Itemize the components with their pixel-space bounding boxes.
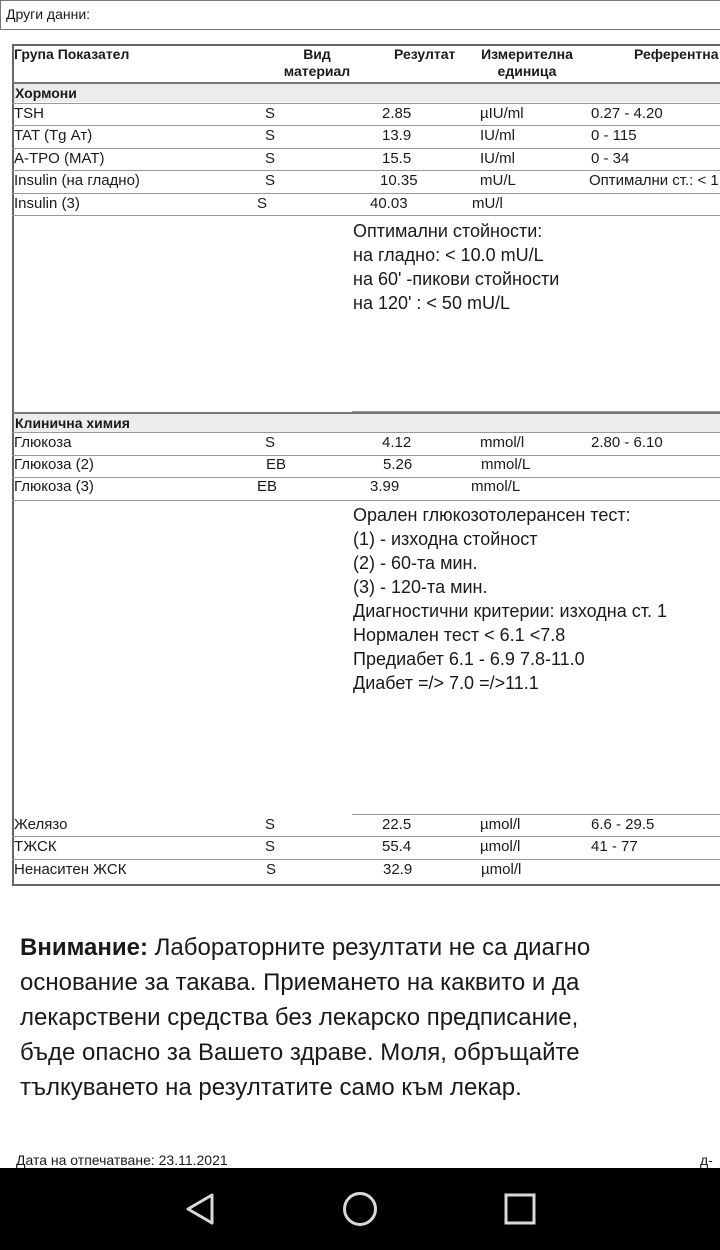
note-line: Диабет =/> 7.0 =/>11.1: [353, 673, 539, 693]
print-date: Дата на отпечатване: 23.11.2021: [16, 1152, 228, 1168]
row-result: 2.85: [382, 105, 412, 122]
back-icon[interactable]: [184, 1192, 216, 1226]
header-unit-line2: единица: [497, 63, 557, 79]
section-clinical-chemistry: [14, 414, 720, 432]
row-result: 15.5: [382, 150, 412, 167]
row-material: S: [266, 861, 277, 878]
header-result: Резултат: [394, 46, 456, 62]
row-material: S: [265, 172, 276, 189]
note-line: Орален глюкозотолерансен тест:: [353, 505, 631, 525]
other-data-label: Други данни:: [6, 6, 91, 22]
recents-icon[interactable]: [504, 1193, 536, 1225]
warning-line: лекарствени средства без лекарско предписание,: [20, 1004, 579, 1031]
insulin-note: [353, 219, 559, 315]
row-divider: [12, 103, 720, 104]
row-unit: mU/L: [480, 172, 516, 189]
row-divider: [12, 836, 720, 837]
row-reference: Оптимални ст.: < 1: [589, 172, 719, 189]
warning-line: основание за такава. Приемането на каквито и да: [20, 969, 580, 996]
doctor-signature-label: д-: [700, 1152, 713, 1168]
row-result: 32.9: [383, 861, 413, 878]
row-divider: [12, 170, 720, 171]
note-divider: [352, 814, 720, 815]
row-material: S: [257, 195, 268, 212]
warning-line: Лабораторните резултати не са диагно: [154, 934, 591, 961]
row-unit: µmol/l: [480, 838, 521, 855]
note-line: (1) - изходна стойност: [353, 529, 538, 549]
other-data-box: [0, 0, 720, 30]
note-line: на 120' : < 50 mU/L: [353, 293, 510, 313]
row-name: Insulin (на гладно): [14, 172, 140, 189]
row-reference: 0 - 115: [591, 127, 637, 144]
row-result: 40.03: [370, 195, 408, 212]
header-unit-line1: Измерителна: [481, 46, 573, 62]
row-unit: µIU/ml: [480, 105, 524, 122]
note-line: (3) - 120-та мин.: [353, 577, 488, 597]
row-divider: [12, 125, 720, 126]
row-unit: IU/ml: [480, 150, 515, 167]
row-reference: 0 - 34: [591, 150, 630, 167]
row-result: 5.26: [383, 456, 413, 473]
header-material-line1: Вид: [303, 46, 331, 62]
row-result: 4.12: [382, 434, 412, 451]
row-unit: mmol/L: [481, 456, 531, 473]
header-material-line2: материал: [283, 63, 351, 79]
navigation-bar: [0, 1168, 720, 1250]
row-material: S: [265, 127, 276, 144]
row-unit: mU/l: [472, 195, 503, 212]
row-divider: [12, 455, 720, 456]
row-reference: 0.27 - 4.20: [591, 105, 663, 122]
row-unit: IU/ml: [480, 127, 515, 144]
row-divider: [12, 148, 720, 149]
header-group: Група Показател: [14, 46, 130, 62]
row-name: TSH: [14, 105, 44, 122]
row-name: Глюкоза (2): [14, 456, 94, 473]
row-divider: [12, 859, 720, 860]
row-name: Желязо: [14, 816, 68, 833]
row-result: 13.9: [382, 127, 412, 144]
header-unit: [470, 46, 584, 80]
row-material: EB: [266, 456, 287, 473]
home-icon[interactable]: [342, 1191, 378, 1227]
row-unit: mmol/l: [480, 434, 525, 451]
row-unit: µmol/l: [481, 861, 522, 878]
note-line: Нормален тест < 6.1 <7.8: [353, 625, 566, 645]
row-result: 22.5: [382, 816, 412, 833]
row-material: S: [265, 838, 276, 855]
note-line: Диагностични критерии: изходна ст. 1: [353, 601, 667, 621]
row-result: 10.35: [380, 172, 418, 189]
row-name: ТЖСК: [14, 838, 57, 855]
row-unit: µmol/l: [480, 816, 521, 833]
warning-paragraph: [20, 930, 590, 1105]
note-line: на гладно: < 10.0 mU/L: [353, 245, 544, 265]
row-reference: 2.80 - 6.10: [591, 434, 663, 451]
note-line: на 60' -пикови стойности: [353, 269, 560, 289]
row-name: TAT (Tg Ат): [14, 127, 93, 144]
note-line: (2) - 60-та мин.: [353, 553, 478, 573]
row-divider: [12, 477, 720, 478]
warning-line: бъде опасно за Вашето здраве. Моля, обръщайте: [20, 1039, 580, 1066]
row-divider: [12, 432, 720, 433]
header-material: [270, 46, 364, 80]
row-divider: [12, 193, 720, 194]
row-material: S: [265, 105, 276, 122]
section-hormones: [14, 84, 720, 102]
row-material: S: [265, 816, 276, 833]
ogtt-note: [353, 503, 667, 695]
row-material: S: [265, 434, 276, 451]
warning-line: тълкуването на резултатите само към лекар.: [20, 1074, 522, 1101]
row-name: Ненаситен ЖСК: [14, 861, 127, 878]
note-line: Оптимални стойности:: [353, 221, 543, 241]
row-name: A-TPO (MAT): [14, 150, 105, 167]
header-reference: Референтна: [634, 46, 719, 62]
warning-bold: Внимание:: [20, 934, 148, 961]
section-chemistry-title: Клинична химия: [15, 415, 130, 431]
row-name: Глюкоза (3): [14, 478, 94, 495]
row-result: 55.4: [382, 838, 412, 855]
row-name: Глюкоза: [14, 434, 72, 451]
row-unit: mmol/L: [471, 478, 521, 495]
row-name: Insulin (3): [14, 195, 80, 212]
note-line: Предиабет 6.1 - 6.9 7.8-11.0: [353, 649, 585, 669]
row-material: S: [265, 150, 276, 167]
section-hormones-title: Хормони: [15, 85, 77, 101]
row-divider: [12, 500, 720, 501]
row-reference: 41 - 77: [591, 838, 638, 855]
row-result: 3.99: [370, 478, 400, 495]
row-material: EB: [257, 478, 278, 495]
row-divider: [12, 215, 720, 216]
row-reference: 6.6 - 29.5: [591, 816, 655, 833]
